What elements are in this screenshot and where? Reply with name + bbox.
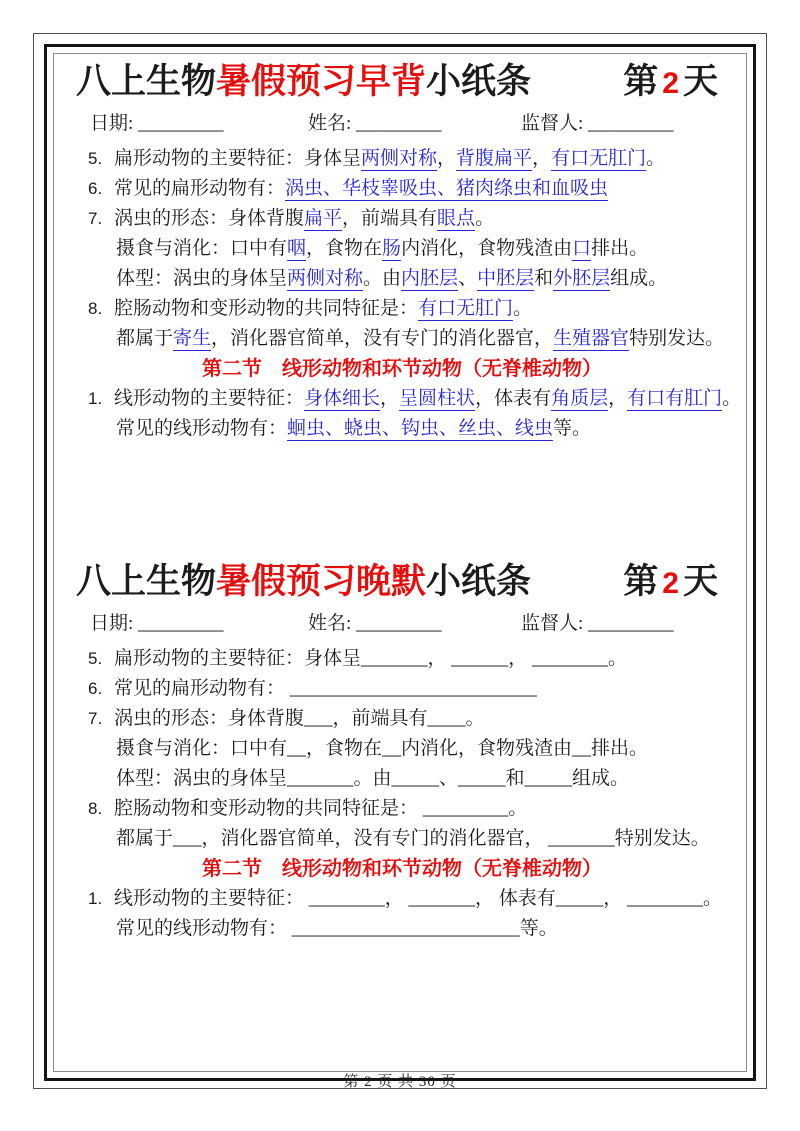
item-number: 6. [88,679,103,698]
page-border-inner [53,53,747,1072]
answer-text: 口 [572,238,592,259]
plain-text: 扁形动物的主要特征：身体呈 [114,148,362,169]
item-number: 1. [88,889,103,908]
plain-text: 。 [722,388,742,409]
plain-text: 第 [623,562,659,601]
content-line [76,174,728,204]
plain-text: 涡虫的形态：身体背腹___，前端具有____。 [114,708,485,729]
sheet-title [76,556,728,610]
sheet-title [76,56,728,110]
plain-text: 扁形动物的主要特征：身体呈_______， ______， ________。 [114,648,628,669]
answer-text: 涡虫、华枝睾吸虫、猪肉绦虫和血吸虫 [285,178,609,199]
plain-text: ， [532,148,552,169]
content-line [76,734,728,764]
plain-text: 摄食与消化：口中有 [116,238,288,259]
plain-text: 体型：涡虫的身体呈 [116,268,288,289]
date-field-blank: _________ [138,613,224,634]
content-line [76,764,728,794]
plain-text: 都属于___，消化器官简单，没有专门的消化器官， _______特别发达。 [116,828,710,849]
content-line [76,384,742,414]
answer-text: 扁平 [304,208,343,229]
fields-row [90,612,728,636]
plain-text: 腔肠动物和变形动物的共同特征是： _________。 [114,798,528,819]
plain-text: 都属于 [116,328,174,349]
item-number: 7. [88,709,103,728]
content-line [76,644,728,674]
answer-text: 蛔虫、蛲虫、钩虫、丝虫、线虫 [287,418,554,439]
plain-text: 线形动物的主要特征： [114,388,305,409]
sheet-title-day [623,56,728,110]
name-field [308,112,521,136]
plain-text: 常见的线形动物有： [116,418,288,439]
plain-text: ，前端具有 [342,208,438,229]
date-field-label: 日期: [90,113,139,134]
page-border-thick [44,44,756,1081]
answer-text: 角质层 [551,388,609,409]
content-line [76,414,728,444]
answer-text: 背腹扁平 [456,148,533,169]
name-field [308,612,521,636]
plain-text: 常见的扁形动物有： __________________________ [114,678,537,699]
answer-text: 中胚层 [477,268,535,289]
accent-text: 第二节 线形动物和环节动物（无脊椎动物） [202,858,602,880]
plain-text: 腔肠动物和变形动物的共同特征是： [114,298,419,319]
plain-text: 排出。 [591,238,649,259]
answer-text: 两侧对称 [287,268,364,289]
plain-text: 线形动物的主要特征： ________， _______， 体表有_____， ________。 [114,888,723,909]
item-number: 8. [88,299,103,318]
plain-text: 八上生物 [76,62,217,101]
answer-text: 身体细长 [304,388,381,409]
plain-text: 小纸条 [426,62,532,101]
sheet-title-day [623,556,728,610]
plain-text: 常见的线形动物有： ________________________等。 [116,918,558,939]
accent-text: 第二节 线形动物和环节动物（无脊椎动物） [202,358,602,380]
content-line [76,264,728,294]
plain-text: 八上生物 [76,562,217,601]
content-line [76,914,728,944]
plain-text: ， [380,388,400,409]
date-field [90,612,308,636]
answer-text: 眼点 [437,208,476,229]
content-line [76,294,728,324]
name-field-blank: _________ [356,613,442,634]
section-heading [76,354,728,384]
content-line [76,704,728,734]
page-border-outer [33,33,767,1089]
content-line [76,884,728,914]
fields-row [90,112,728,136]
plain-text: 天 [682,62,718,101]
date-field-blank: _________ [138,113,224,134]
item-number: 6. [88,179,103,198]
sheet-title-text [76,556,531,608]
plain-text: ， [437,148,457,169]
plain-text: 。 [475,208,495,229]
answer-text: 寄生 [173,328,212,349]
page-footer: 第 2 页 共 30 页 [343,1074,457,1090]
answer-text: 呈圆柱状 [399,388,476,409]
plain-text: 内消化，食物残渣由 [401,238,573,259]
section-heading [76,854,728,884]
accent-text: 2 [662,567,679,600]
plain-text: ，食物在 [306,238,383,259]
content-line [76,824,728,854]
plain-text: 。 [513,298,533,319]
plain-text: 组成。 [610,268,668,289]
answer-text: 有口无肛门 [418,298,514,319]
plain-text: 和 [534,268,554,289]
plain-text: 常见的扁形动物有： [114,178,286,199]
supervisor-field-blank: _________ [588,113,674,134]
accent-text: 暑假预习晚默 [216,562,427,601]
plain-text: 天 [682,562,718,601]
morning-recite-sheet [76,56,742,556]
answer-text: 有口无肛门 [551,148,647,169]
item-number: 5. [88,649,103,668]
plain-text: 小纸条 [426,562,532,601]
answer-text: 生殖器官 [553,328,630,349]
answer-text: 外胚层 [553,268,611,289]
name-field-blank: _________ [356,113,442,134]
plain-text: 涡虫的形态：身体背腹 [114,208,305,229]
item-number: 8. [88,799,103,818]
accent-text: 暑假预习早背 [216,62,427,101]
content-line [76,794,728,824]
accent-text: 2 [662,67,679,100]
answer-text: 咽 [287,238,307,259]
item-number: 7. [88,209,103,228]
name-field-label: 姓名: [308,113,357,134]
date-field-label: 日期: [90,613,139,634]
supervisor-field [521,112,674,136]
supervisor-field-blank: _________ [588,613,674,634]
item-number: 1. [88,389,103,408]
evening-dictation-sheet [76,556,728,944]
plain-text: 、 [458,268,478,289]
worksheet-content [54,54,746,1071]
answer-text: 肠 [382,238,402,259]
supervisor-field-label: 监督人: [521,613,589,634]
content-line [76,204,728,234]
content-line [76,234,728,264]
name-field-label: 姓名: [308,613,357,634]
content-line [76,144,728,174]
plain-text: ， [608,388,628,409]
plain-text: 第 [623,62,659,101]
content-line [76,674,728,704]
plain-text: ，体表有 [475,388,552,409]
answer-text: 有口有肛门 [627,388,723,409]
item-number: 5. [88,149,103,168]
plain-text: ，消化器官简单，没有专门的消化器官， [211,328,554,349]
plain-text: 体型：涡虫的身体呈_______。由_____、_____和_____组成。 [116,768,630,789]
plain-text: 等。 [553,418,592,439]
plain-text: 摄食与消化：口中有__，食物在__内消化，食物残渣由__排出。 [116,738,649,759]
content-line [76,324,728,354]
supervisor-field-label: 监督人: [521,113,589,134]
supervisor-field [521,612,674,636]
date-field [90,112,308,136]
sheet-title-text [76,56,531,108]
plain-text: 。 [646,148,666,169]
plain-text: 特别发达。 [629,328,725,349]
plain-text: 。由 [363,268,402,289]
answer-text: 内胚层 [401,268,459,289]
answer-text: 两侧对称 [361,148,438,169]
